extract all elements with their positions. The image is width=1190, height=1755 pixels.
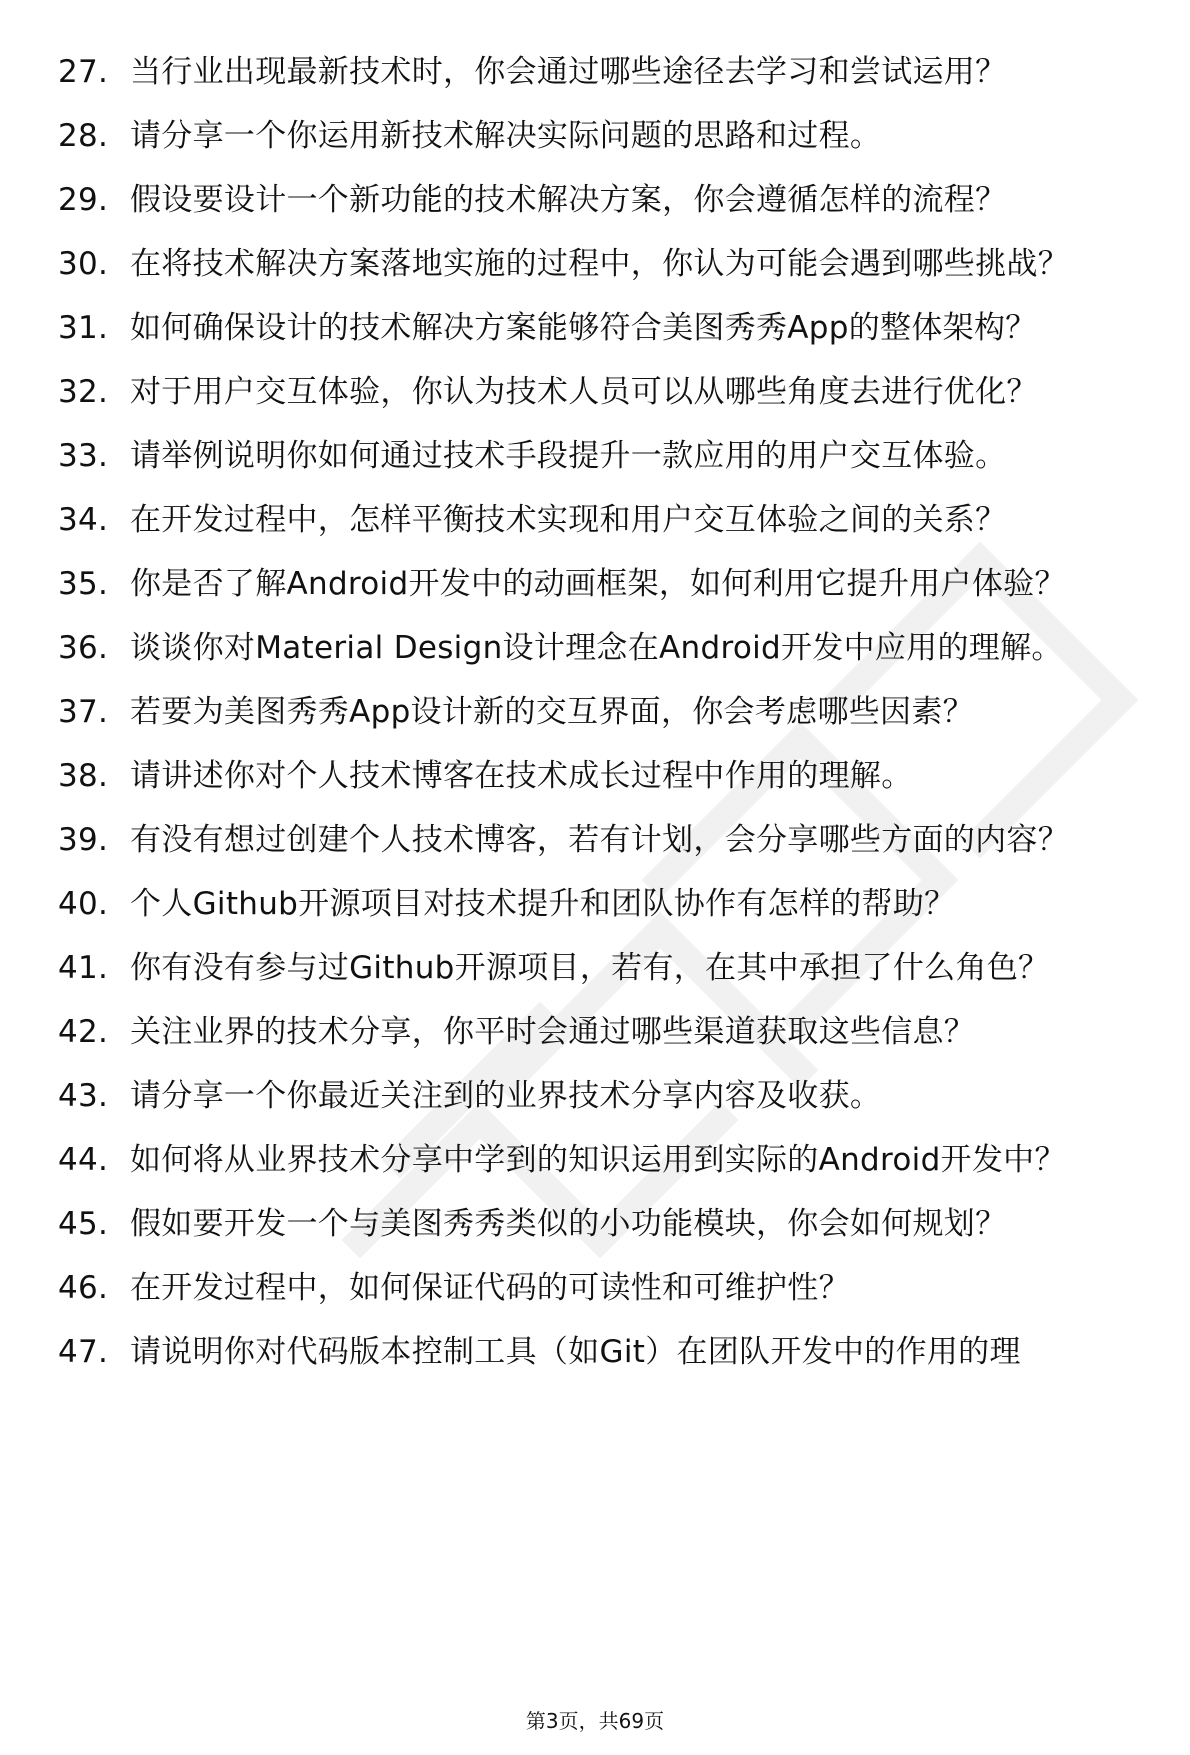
question-text: 请说明你对代码版本控制工具（如Git）在团队开发中的作用的理: [130, 1334, 1021, 1370]
question-item: [58, 628, 1170, 668]
question-number: 39.: [58, 822, 109, 858]
question-number: 33.: [58, 438, 109, 474]
question-item: [58, 1012, 1170, 1052]
question-number: 34.: [58, 502, 109, 538]
question-number: 35.: [58, 566, 109, 602]
question-text: 你有没有参与过Github开源项目，若有，在其中承担了什么角色？: [130, 950, 1050, 986]
question-item: [58, 244, 1170, 284]
page-footer: 第3页，共69页: [525, 1709, 665, 1733]
question-text: 有没有想过创建个人技术博客，若有计划，会分享哪些方面的内容？: [130, 822, 1069, 858]
question-text: 若要为美图秀秀App设计新的交互界面，你会考虑哪些因素？: [130, 694, 974, 730]
question-text: 当行业出现最新技术时，你会通过哪些途径去学习和尝试运用？: [130, 54, 1007, 90]
question-text: 请分享一个你最近关注到的业界技术分享内容及收获。: [130, 1078, 882, 1114]
question-item: [58, 820, 1170, 860]
question-text: 假设要设计一个新功能的技术解决方案，你会遵循怎样的流程？: [130, 182, 1007, 218]
question-item: [58, 948, 1170, 988]
question-text: 请举例说明你如何通过技术手段提升一款应用的用户交互体验。: [130, 438, 1007, 474]
question-number: 37.: [58, 694, 109, 730]
question-number: 27.: [58, 54, 109, 90]
question-text: 你是否了解Android开发中的动画框架，如何利用它提升用户体验？: [130, 566, 1066, 602]
question-item: [58, 1076, 1170, 1116]
question-number: 44.: [58, 1142, 109, 1178]
question-number: 36.: [58, 630, 109, 666]
question-text: 假如要开发一个与美图秀秀类似的小功能模块，你会如何规划？: [130, 1206, 1007, 1242]
question-text: 在开发过程中，如何保证代码的可读性和可维护性？: [130, 1270, 850, 1306]
question-number: 29.: [58, 182, 109, 218]
question-text: 个人Github开源项目对技术提升和团队协作有怎样的帮助？: [130, 886, 956, 922]
question-item: [58, 180, 1170, 220]
question-number: 28.: [58, 118, 109, 154]
question-number: 30.: [58, 246, 109, 282]
question-text: 在将技术解决方案落地实施的过程中，你认为可能会遇到哪些挑战？: [130, 246, 1069, 282]
question-number: 31.: [58, 310, 109, 346]
question-item: [58, 500, 1170, 540]
question-number: 47.: [58, 1334, 109, 1370]
question-text: 谈谈你对Material Design设计理念在Android开发中应用的理解。: [130, 630, 1063, 666]
question-text: 在开发过程中，怎样平衡技术实现和用户交互体验之间的关系？: [130, 502, 1007, 538]
question-item: [58, 436, 1170, 476]
question-item: [58, 564, 1170, 604]
question-text: 请分享一个你运用新技术解决实际问题的思路和过程。: [130, 118, 882, 154]
question-number: 38.: [58, 758, 109, 794]
question-item: [58, 1140, 1170, 1180]
question-item: [58, 884, 1170, 924]
question-number: 45.: [58, 1206, 109, 1242]
question-number: 40.: [58, 886, 109, 922]
question-number: 41.: [58, 950, 109, 986]
question-text: 如何确保设计的技术解决方案能够符合美图秀秀App的整体架构？: [130, 310, 1037, 346]
question-item: [58, 756, 1170, 796]
question-item: [58, 1332, 1170, 1372]
question-item: [58, 1204, 1170, 1244]
question-text: 对于用户交互体验，你认为技术人员可以从哪些角度去进行优化？: [130, 374, 1038, 410]
question-item: [58, 308, 1170, 348]
question-item: [58, 52, 1170, 92]
question-number: 32.: [58, 374, 109, 410]
question-item: [58, 692, 1170, 732]
question-number: 42.: [58, 1014, 109, 1050]
question-list: [58, 52, 1170, 1396]
question-item: [58, 372, 1170, 412]
question-text: 请讲述你对个人技术博客在技术成长过程中作用的理解。: [130, 758, 913, 794]
question-number: 43.: [58, 1078, 109, 1114]
question-text: 关注业界的技术分享，你平时会通过哪些渠道获取这些信息？: [130, 1014, 976, 1050]
question-item: [58, 116, 1170, 156]
question-item: [58, 1268, 1170, 1308]
question-text: 如何将从业界技术分享中学到的知识运用到实际的Android开发中？: [130, 1142, 1066, 1178]
question-number: 46.: [58, 1270, 109, 1306]
